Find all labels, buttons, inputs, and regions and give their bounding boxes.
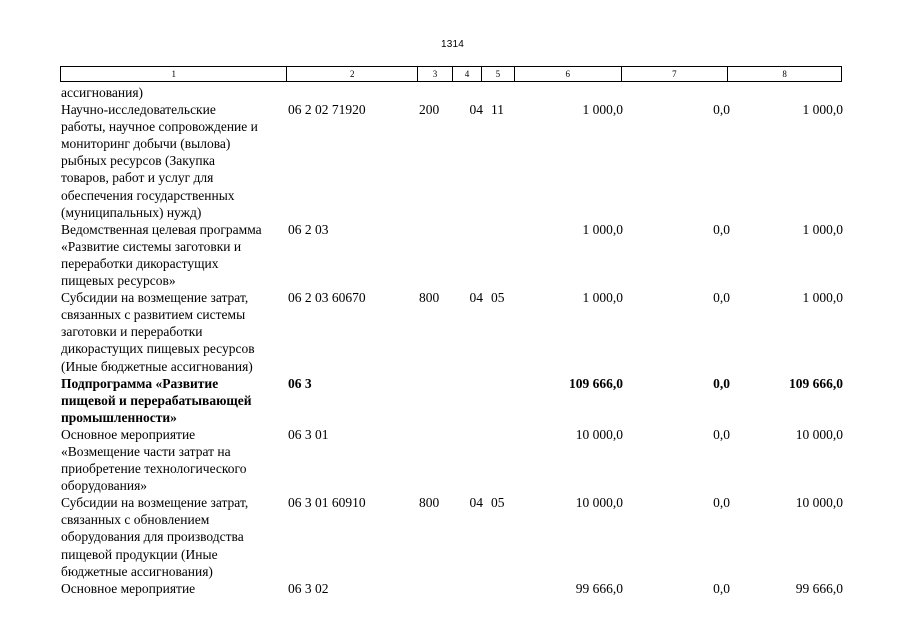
row-value-2: 0,0 — [713, 495, 730, 511]
table-row — [61, 494, 843, 579]
row-name: Ведомственная целевая программа «Развитие системы заготовки и переработки дикорастущих пищевых ресурсов» — [61, 221, 262, 289]
row-vr — [419, 84, 459, 101]
row-pr: 11 — [491, 102, 504, 118]
row-code: 06 3 02 — [288, 580, 329, 596]
row-rz: 04 — [469, 102, 483, 118]
row-pr — [483, 580, 516, 597]
row-rz: 04 — [469, 290, 483, 306]
row-name: ассигнования) — [61, 85, 144, 100]
column-header-7: 7 — [622, 67, 729, 81]
row-value-1: 10 000,0 — [575, 426, 623, 442]
table-row — [61, 101, 843, 221]
table-row — [61, 84, 843, 101]
row-name: Субсидии на возмещение затрат, связанных с обновлением оборудования для производства пищевой продукции (Иные бюджетные ассигнования) — [61, 495, 249, 579]
row-value-2: 0,0 — [713, 221, 730, 237]
row-value-1: 1 000,0 — [582, 102, 623, 118]
column-header-1: 1 — [61, 67, 287, 81]
row-code — [288, 84, 419, 101]
row-value-3: 10 000,0 — [795, 426, 843, 442]
row-vr — [419, 375, 459, 426]
row-value-3: 1 000,0 — [802, 221, 843, 237]
column-header-3: 3 — [418, 67, 453, 81]
row-pr: 05 — [491, 495, 505, 511]
row-pr — [483, 426, 516, 494]
row-value-3: 99 666,0 — [795, 580, 843, 596]
row-name: Научно-исследовательские работы, научное сопровождение и мониторинг добычи (вылова) рыбных ресурсов (Закупка товаров, работ и услуг для обеспечения государственных (муниципальных) нужд) — [61, 102, 258, 220]
row-rz — [459, 375, 483, 426]
column-header-4: 4 — [453, 67, 482, 81]
row-pr — [483, 84, 516, 101]
table-row — [61, 580, 843, 597]
row-value-2: 0,0 — [713, 580, 730, 596]
row-code: 06 2 02 71920 — [288, 102, 366, 118]
column-header-5: 5 — [482, 67, 515, 81]
row-pr — [483, 221, 516, 289]
table-row — [61, 289, 843, 374]
row-value-2: 0,0 — [713, 290, 730, 306]
row-value-3: 109 666,0 — [789, 375, 843, 391]
row-code: 06 3 — [288, 375, 312, 391]
row-pr — [483, 375, 516, 426]
row-value-1: 109 666,0 — [569, 375, 623, 391]
row-value-3: 1 000,0 — [802, 102, 843, 118]
column-header-6: 6 — [515, 67, 622, 81]
row-value-1: 99 666,0 — [575, 580, 623, 596]
row-value-2 — [623, 84, 730, 101]
column-header-2: 2 — [287, 67, 418, 81]
row-vr — [419, 426, 459, 494]
table-row — [61, 426, 843, 494]
row-code: 06 2 03 — [288, 221, 329, 237]
row-value-1 — [516, 84, 623, 101]
row-code: 06 3 01 60910 — [288, 495, 366, 511]
row-code: 06 3 01 — [288, 426, 329, 442]
row-value-3: 1 000,0 — [802, 290, 843, 306]
row-rz — [459, 426, 483, 494]
row-value-2: 0,0 — [713, 375, 730, 391]
row-rz — [459, 84, 483, 101]
row-value-3 — [730, 84, 843, 101]
row-rz — [459, 221, 483, 289]
row-name: Основное мероприятие «Возмещение части затрат на приобретение технологического оборудования» — [61, 426, 247, 494]
table-row — [61, 221, 843, 289]
row-vr: 200 — [419, 102, 440, 118]
row-value-2: 0,0 — [713, 102, 730, 118]
row-value-3: 10 000,0 — [795, 495, 843, 511]
row-value-2: 0,0 — [713, 426, 730, 442]
column-number-header — [60, 66, 842, 82]
row-pr: 05 — [491, 290, 505, 306]
row-vr: 800 — [419, 290, 440, 306]
row-name: Основное мероприятие — [61, 580, 196, 596]
row-value-1: 1 000,0 — [582, 221, 623, 237]
row-vr — [419, 580, 459, 597]
row-vr — [419, 221, 459, 289]
row-vr: 800 — [419, 495, 440, 511]
row-rz: 04 — [469, 495, 483, 511]
row-rz — [459, 580, 483, 597]
row-code: 06 2 03 60670 — [288, 290, 366, 306]
row-name: Подпрограмма «Развитие пищевой и перерабатывающей промышленности» — [61, 375, 252, 425]
budget-table-body — [61, 84, 843, 597]
page-number: 1314 — [440, 39, 465, 50]
row-name: Субсидии на возмещение затрат, связанных с развитием системы заготовки и переработки дикорастущих пищевых ресурсов (Иные бюджетные ассигнования) — [61, 290, 255, 374]
table-row-subprogram — [61, 375, 843, 426]
row-value-1: 10 000,0 — [575, 495, 623, 511]
column-header-8: 8 — [782, 69, 787, 79]
row-value-1: 1 000,0 — [582, 290, 623, 306]
